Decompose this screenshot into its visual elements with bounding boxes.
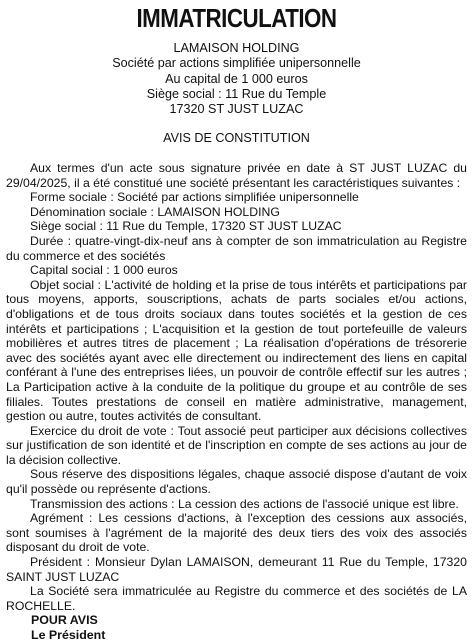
company-city: 17320 ST JUST LUZAC — [169, 102, 304, 117]
notice-title: IMMATRICULATION — [136, 3, 337, 33]
agrement-paragraph: Agrément : Les cessions d'actions, à l'exception des cessions aux associés, sont soumises à l'agrément de la majorité des deux tiers des voix des associés disposant du droit de vote. — [6, 511, 467, 555]
notice-body — [6, 161, 467, 613]
immatriculation-paragraph: La Société sera immatriculée au Registre du commerce et des sociétés de LA ROCHELLE. — [6, 584, 467, 613]
vote-paragraph: Exercice du droit de vote : Tout associé peut participer aux décisions collectives sur justification de son identité et de l'inscription en compte de ses actions au jour de la décision collective. — [6, 423, 467, 467]
signature-president: Le Président — [31, 627, 106, 642]
intro-paragraph: Aux termes d'un acte sous signature privée en date à ST JUST LUZAC du 29/04/2025, il a été constitué une société présentant les caractéristiques suivantes : — [6, 161, 467, 190]
company-header — [0, 41, 473, 117]
capital-paragraph: Capital social : 1 000 euros — [30, 263, 178, 278]
objet-paragraph: Objet social : L'activité de holding et la prise de tous intérêts et participations par tous moyens, apports, souscriptions, achats de parts sociales et/ou actions, d'obligations et de tous droits sociaux dans toutes sociétés et la gestion de ces intérêts et participations ; L'acquisition et la gestion de tout portefeuille de valeurs mobilières et autres titres de placement ; La réalisation d'opérations de trésorerie avec des sociétés ayant avec elle directement ou indirectement des liens en capital conférant à l'une des entreprises liées, un pouvoir de contrôle effectif sur les autres ; La Participation active à la conduite de la politique du groupe et au contrôle de ses filiales. Toutes prestations de conseil en matière administrative, management, gestion ou autre, toutes activités de consultant. — [6, 277, 467, 424]
reserve-paragraph: Sous réserve des dispositions légales, chaque associé dispose d'autant de voix qu'il possède ou représente d'actions. — [6, 467, 467, 497]
company-capital: Au capital de 1 000 euros — [165, 71, 308, 86]
signature-pour-avis: POUR AVIS — [31, 613, 98, 627]
company-form: Société par actions simplifiée unipersonnelle — [112, 56, 361, 71]
president-paragraph: Président : Monsieur Dylan LAMAISON, demeurant 11 Rue du Temple, 17320 SAINT JUST LUZAC — [6, 555, 467, 584]
denomination-paragraph: Dénomination sociale : LAMAISON HOLDING — [30, 204, 280, 219]
signature-block — [31, 613, 105, 642]
transmission-paragraph: Transmission des actions : La cession des actions de l'associé unique est libre. — [30, 496, 459, 511]
company-address: Siège social : 11 Rue du Temple — [146, 86, 327, 101]
siege-paragraph: Siège social : 11 Rue du Temple, 17320 ST JUST LUZAC — [30, 219, 342, 234]
forme-paragraph: Forme sociale : Société par actions simplifiée unipersonnelle — [30, 190, 359, 205]
company-name: LAMAISON HOLDING — [173, 41, 300, 55]
duree-paragraph: Durée : quatre-vingt-dix-neuf ans à compter de son immatriculation au Registre du commerce et des sociétés — [6, 233, 467, 263]
notice-heading: AVIS DE CONSTITUTION — [163, 131, 310, 145]
